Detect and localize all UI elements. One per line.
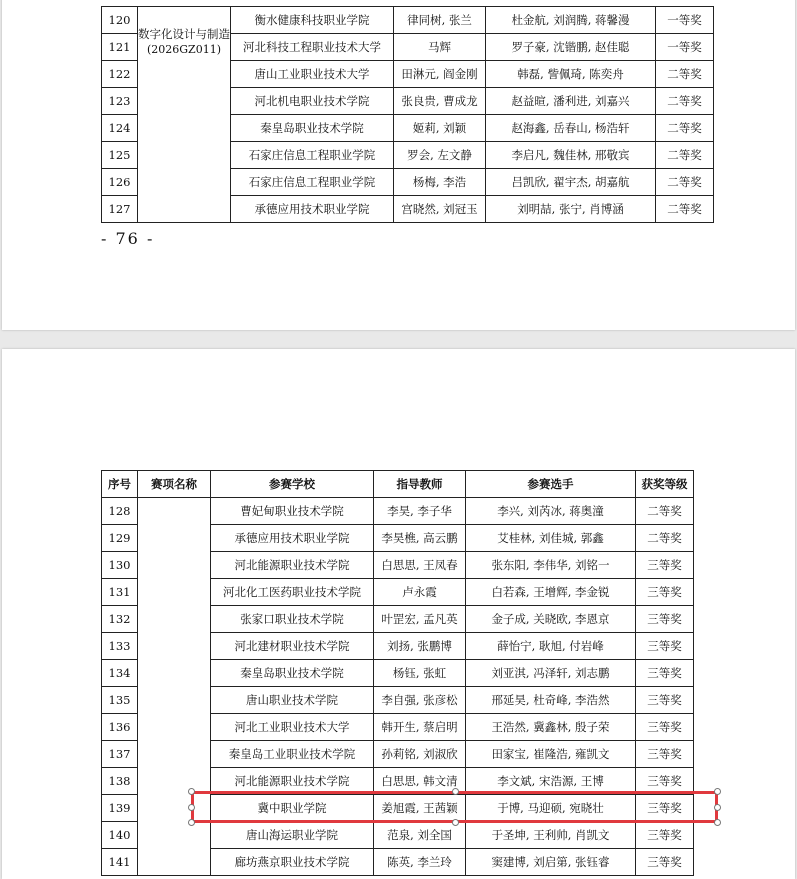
- award-level-cell: 二等奖: [656, 88, 714, 115]
- school-cell: 河北机电职业技术学院: [231, 88, 394, 115]
- page-number: - 76 -: [101, 229, 155, 248]
- contestants-cell: 李兴, 刘芮冰, 蒋奥潼: [466, 498, 636, 525]
- award-level-cell: 二等奖: [656, 142, 714, 169]
- school-cell: 唐山职业技术学院: [211, 687, 374, 714]
- teachers-cell: 马辉: [394, 34, 486, 61]
- contestants-cell: 窦建博, 刘启第, 张钰睿: [466, 849, 636, 876]
- contestants-cell: 韩磊, 訾佩琦, 陈奕舟: [486, 61, 656, 88]
- row-index-cell: 125: [102, 142, 138, 169]
- teachers-cell: 李昊樵, 高云鹏: [374, 525, 466, 552]
- school-cell: 河北科技工程职业技术大学: [231, 34, 394, 61]
- row-index-cell: 121: [102, 34, 138, 61]
- event-code: (2026GZ011): [146, 43, 221, 56]
- teachers-cell: 罗会, 左文静: [394, 142, 486, 169]
- award-level-cell: 二等奖: [656, 196, 714, 223]
- event-name-cell: [138, 498, 211, 876]
- school-cell: 河北工业职业技术大学: [211, 714, 374, 741]
- award-level-cell: 二等奖: [656, 169, 714, 196]
- resize-handle-middle-right[interactable]: [714, 804, 721, 811]
- award-level-cell: 三等奖: [636, 552, 694, 579]
- contestants-cell: 王浩然, 冀鑫林, 殷子荣: [466, 714, 636, 741]
- event-name-cell: [138, 7, 231, 223]
- teachers-cell: 李昊, 李子华: [374, 498, 466, 525]
- award-level-cell: 二等奖: [636, 525, 694, 552]
- teachers-cell: 叶罡宏, 孟凡英: [374, 606, 466, 633]
- row-index-cell: 135: [102, 687, 138, 714]
- teachers-cell: 杨钰, 张虹: [374, 660, 466, 687]
- school-cell: 冀中职业学院: [211, 795, 374, 822]
- award-level-cell: 三等奖: [636, 579, 694, 606]
- row-index-cell: 124: [102, 115, 138, 142]
- teachers-cell: 孙莉铭, 刘淑欣: [374, 741, 466, 768]
- contestants-cell: 薛怡宁, 耿旭, 付岩峰: [466, 633, 636, 660]
- row-index-cell: 126: [102, 169, 138, 196]
- school-cell: 石家庄信息工程职业学院: [231, 169, 394, 196]
- teachers-cell: 卢永霞: [374, 579, 466, 606]
- row-index-cell: 123: [102, 88, 138, 115]
- row-index-cell: 141: [102, 849, 138, 876]
- row-index-cell: 127: [102, 196, 138, 223]
- teachers-cell: 宫晓然, 刘冠玉: [394, 196, 486, 223]
- contestants-cell: 于圣坤, 王利帅, 肖凯文: [466, 822, 636, 849]
- school-cell: 河北化工医药职业技术学院: [211, 579, 374, 606]
- header-teachers: 指导教师: [374, 471, 466, 498]
- school-cell: 秦皇岛职业技术学院: [231, 115, 394, 142]
- award-level-cell: 三等奖: [636, 768, 694, 795]
- teachers-cell: 李自强, 张彦松: [374, 687, 466, 714]
- teachers-cell: 姜旭霞, 王茜颖: [374, 795, 466, 822]
- award-level-cell: 三等奖: [636, 633, 694, 660]
- contestants-cell: 赵益暄, 潘利进, 刘嘉兴: [486, 88, 656, 115]
- table-header-row: [102, 471, 694, 498]
- award-level-cell: 三等奖: [636, 714, 694, 741]
- school-cell: 秦皇岛工业职业技术学院: [211, 741, 374, 768]
- header-school: 参赛学校: [211, 471, 374, 498]
- row-index-cell: 136: [102, 714, 138, 741]
- header-contestants: 参赛选手: [466, 471, 636, 498]
- row-index-cell: 129: [102, 525, 138, 552]
- award-level-cell: 二等奖: [656, 115, 714, 142]
- row-index-cell: 138: [102, 768, 138, 795]
- teachers-cell: 律同树, 张兰: [394, 7, 486, 34]
- contestants-cell: 刘明喆, 张宁, 肖博涵: [486, 196, 656, 223]
- teachers-cell: 张良贵, 曹成龙: [394, 88, 486, 115]
- contestants-cell: 邢延昊, 杜奇峰, 李浩然: [466, 687, 636, 714]
- award-level-cell: 三等奖: [636, 741, 694, 768]
- row-index-cell: 133: [102, 633, 138, 660]
- row-index-cell: 140: [102, 822, 138, 849]
- table-row: [102, 498, 694, 525]
- event-name: 数字化设计与制造: [138, 27, 230, 41]
- contestants-cell: 白若森, 王增辉, 李金锐: [466, 579, 636, 606]
- contestants-cell: 刘亚淇, 冯泽轩, 刘志鹏: [466, 660, 636, 687]
- row-index-cell: 130: [102, 552, 138, 579]
- resize-handle-bottom-right[interactable]: [714, 819, 721, 826]
- row-index-cell: 137: [102, 741, 138, 768]
- award-level-cell: 三等奖: [636, 822, 694, 849]
- table-row: [102, 7, 714, 34]
- award-level-cell: 三等奖: [636, 606, 694, 633]
- document-page-77: [2, 349, 795, 879]
- award-level-cell: 三等奖: [636, 660, 694, 687]
- contestants-cell: 田家宝, 崔隆浩, 雍凯文: [466, 741, 636, 768]
- contestants-cell: 吕凯欣, 翟宇杰, 胡嘉航: [486, 169, 656, 196]
- school-cell: 唐山工业职业技术大学: [231, 61, 394, 88]
- school-cell: 衡水健康科技职业学院: [231, 7, 394, 34]
- school-cell: 河北能源职业技术学院: [211, 768, 374, 795]
- resize-handle-top-right[interactable]: [714, 788, 721, 795]
- contestants-cell: 罗子豪, 沈锴鹏, 赵佳聪: [486, 34, 656, 61]
- row-index-cell: 120: [102, 7, 138, 34]
- award-level-cell: 一等奖: [656, 7, 714, 34]
- school-cell: 廊坊燕京职业技术学院: [211, 849, 374, 876]
- school-cell: 承德应用技术职业学院: [211, 525, 374, 552]
- document-page-76: [2, 0, 795, 330]
- row-index-cell: 131: [102, 579, 138, 606]
- contestants-cell: 于博, 马迎硕, 宛晓壮: [466, 795, 636, 822]
- row-index-cell: 134: [102, 660, 138, 687]
- row-index-cell: 139: [102, 795, 138, 822]
- school-cell: 曹妃甸职业技术学院: [211, 498, 374, 525]
- school-cell: 唐山海运职业学院: [211, 822, 374, 849]
- teachers-cell: 姬莉, 刘颖: [394, 115, 486, 142]
- school-cell: 河北能源职业技术学院: [211, 552, 374, 579]
- contestants-cell: 李文斌, 宋浩源, 王博: [466, 768, 636, 795]
- award-level-cell: 二等奖: [656, 61, 714, 88]
- contestants-cell: 金子成, 关晓欧, 李恩京: [466, 606, 636, 633]
- teachers-cell: 陈英, 李兰玲: [374, 849, 466, 876]
- award-level-cell: 三等奖: [636, 795, 694, 822]
- award-level-cell: 一等奖: [656, 34, 714, 61]
- award-level-cell: 三等奖: [636, 687, 694, 714]
- row-index-cell: 122: [102, 61, 138, 88]
- contestants-cell: 艾桂林, 刘佳城, 郭鑫: [466, 525, 636, 552]
- teachers-cell: 白思思, 韩文清: [374, 768, 466, 795]
- contestants-cell: 杜金航, 刘润腾, 蒋馨漫: [486, 7, 656, 34]
- header-index: 序号: [102, 471, 138, 498]
- school-cell: 张家口职业技术学院: [211, 606, 374, 633]
- contestants-cell: 李启凡, 魏佳林, 邢敬宾: [486, 142, 656, 169]
- teachers-cell: 杨梅, 李浩: [394, 169, 486, 196]
- teachers-cell: 白思思, 王凤春: [374, 552, 466, 579]
- contestants-cell: 赵海鑫, 岳春山, 杨浩轩: [486, 115, 656, 142]
- row-index-cell: 132: [102, 606, 138, 633]
- contestants-cell: 张东阳, 李伟华, 刘铭一: [466, 552, 636, 579]
- award-level-cell: 二等奖: [636, 498, 694, 525]
- awards-table-page-76: [101, 6, 714, 223]
- school-cell: 秦皇岛职业技术学院: [211, 660, 374, 687]
- header-event: 赛项名称: [138, 471, 211, 498]
- teachers-cell: 范泉, 刘全国: [374, 822, 466, 849]
- row-index-cell: 128: [102, 498, 138, 525]
- award-level-cell: 三等奖: [636, 849, 694, 876]
- school-cell: 石家庄信息工程职业学院: [231, 142, 394, 169]
- teachers-cell: 刘扬, 张鹏博: [374, 633, 466, 660]
- teachers-cell: 韩开生, 蔡启明: [374, 714, 466, 741]
- awards-table-page-77: [101, 470, 694, 876]
- teachers-cell: 田淋元, 阎金刚: [394, 61, 486, 88]
- header-award: 获奖等级: [636, 471, 694, 498]
- school-cell: 河北建材职业技术学院: [211, 633, 374, 660]
- school-cell: 承德应用技术职业学院: [231, 196, 394, 223]
